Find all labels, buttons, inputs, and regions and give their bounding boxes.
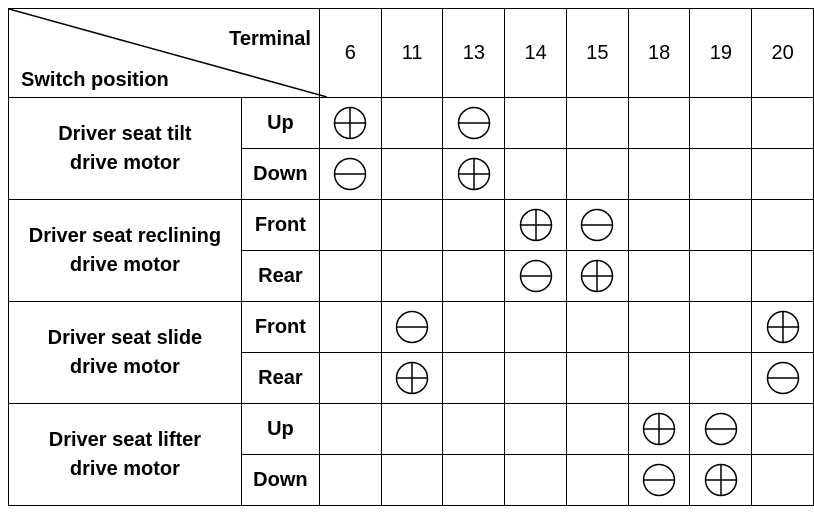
terminal-cell [443, 149, 505, 200]
terminal-cell [752, 200, 814, 251]
switch-position-table [8, 8, 814, 506]
terminal-cell [381, 251, 443, 302]
terminal-cell [505, 353, 567, 404]
terminal-cell [443, 200, 505, 251]
terminal-cell [690, 353, 752, 404]
terminal-cell [752, 149, 814, 200]
minus-circle-icon [642, 463, 676, 497]
terminal-cell [628, 200, 690, 251]
switch-position-label: Switch position [21, 69, 169, 91]
minus-circle-icon [519, 259, 553, 293]
terminal-cell [628, 149, 690, 200]
terminal-cell [566, 353, 628, 404]
terminal-cell [381, 404, 443, 455]
terminal-cell [505, 455, 567, 506]
terminal-cell [443, 404, 505, 455]
terminal-cell [505, 200, 567, 251]
terminal-cell [443, 251, 505, 302]
plus-circle-icon [333, 106, 367, 140]
terminal-cell [443, 98, 505, 149]
terminal-cell [381, 98, 443, 149]
terminal-header-6: 6 [319, 9, 381, 98]
terminal-cell [381, 302, 443, 353]
terminal-cell [443, 455, 505, 506]
terminal-cell [566, 302, 628, 353]
minus-circle-icon [580, 208, 614, 242]
terminal-cell [752, 302, 814, 353]
terminal-cell [752, 251, 814, 302]
plus-circle-icon [704, 463, 738, 497]
motor-name-line: drive motor [69, 355, 180, 378]
terminal-cell [752, 353, 814, 404]
terminal-cell [628, 251, 690, 302]
terminal-cell [752, 404, 814, 455]
terminal-cell [319, 404, 381, 455]
terminal-cell [752, 455, 814, 506]
terminal-cell [443, 353, 505, 404]
table-row [9, 404, 814, 455]
terminal-cell [628, 98, 690, 149]
terminal-cell [690, 98, 752, 149]
terminal-cell [690, 200, 752, 251]
plus-circle-icon [766, 310, 800, 344]
terminal-cell [505, 149, 567, 200]
motor-name-line: Driver seat reclining [28, 224, 222, 247]
switch-position-cell: Front [241, 302, 319, 353]
terminal-cell [566, 455, 628, 506]
terminal-header-19: 19 [690, 9, 752, 98]
terminal-header-11: 11 [381, 9, 443, 98]
terminal-cell [505, 404, 567, 455]
motor-name-cell [9, 302, 242, 404]
terminal-cell [752, 98, 814, 149]
terminal-cell [690, 455, 752, 506]
terminal-cell [443, 302, 505, 353]
terminal-cell [319, 353, 381, 404]
motor-name-line: Driver seat tilt [58, 122, 192, 145]
plus-circle-icon [580, 259, 614, 293]
motor-name-line: Driver seat slide [47, 326, 203, 349]
minus-circle-icon [704, 412, 738, 446]
terminal-label: Terminal [229, 28, 311, 50]
minus-circle-icon [333, 157, 367, 191]
header-row [9, 9, 814, 98]
terminal-cell [690, 404, 752, 455]
terminal-cell [381, 200, 443, 251]
plus-circle-icon [519, 208, 553, 242]
plus-circle-icon [642, 412, 676, 446]
terminal-cell [319, 455, 381, 506]
terminal-cell [690, 149, 752, 200]
terminal-cell [319, 98, 381, 149]
terminal-cell [566, 404, 628, 455]
table-row [9, 302, 814, 353]
switch-position-cell: Rear [241, 353, 319, 404]
terminal-cell [690, 302, 752, 353]
terminal-cell [690, 251, 752, 302]
terminal-header-15: 15 [566, 9, 628, 98]
terminal-cell [505, 302, 567, 353]
terminal-cell [628, 455, 690, 506]
terminal-cell [381, 149, 443, 200]
motor-name-cell [9, 98, 242, 200]
header-corner-cell [9, 9, 320, 98]
terminal-cell [319, 302, 381, 353]
terminal-cell [381, 353, 443, 404]
terminal-cell [319, 251, 381, 302]
terminal-cell [566, 98, 628, 149]
switch-position-cell: Down [241, 455, 319, 506]
table-row [9, 200, 814, 251]
terminal-cell [628, 404, 690, 455]
table-row [9, 98, 814, 149]
terminal-cell [566, 149, 628, 200]
table-body [9, 98, 814, 506]
terminal-header-18: 18 [628, 9, 690, 98]
terminal-cell [381, 455, 443, 506]
motor-name-line: drive motor [69, 457, 180, 480]
switch-position-cell: Up [241, 98, 319, 149]
plus-circle-icon [457, 157, 491, 191]
switch-table-wrapper [8, 8, 814, 506]
terminal-cell [628, 302, 690, 353]
terminal-cell [505, 98, 567, 149]
minus-circle-icon [395, 310, 429, 344]
motor-name-line: drive motor [69, 151, 180, 174]
motor-name-cell [9, 404, 242, 506]
switch-position-cell: Down [241, 149, 319, 200]
minus-circle-icon [457, 106, 491, 140]
terminal-header-13: 13 [443, 9, 505, 98]
terminal-header-14: 14 [505, 9, 567, 98]
terminal-cell [628, 353, 690, 404]
plus-circle-icon [395, 361, 429, 395]
motor-name-cell [9, 200, 242, 302]
terminal-cell [566, 200, 628, 251]
motor-name-line: Driver seat lifter [48, 428, 202, 451]
switch-position-cell: Up [241, 404, 319, 455]
minus-circle-icon [766, 361, 800, 395]
terminal-cell [319, 149, 381, 200]
terminal-cell [319, 200, 381, 251]
terminal-cell [505, 251, 567, 302]
switch-position-cell: Rear [241, 251, 319, 302]
motor-name-line: drive motor [69, 253, 180, 276]
terminal-header-20: 20 [752, 9, 814, 98]
switch-position-cell: Front [241, 200, 319, 251]
terminal-cell [566, 251, 628, 302]
